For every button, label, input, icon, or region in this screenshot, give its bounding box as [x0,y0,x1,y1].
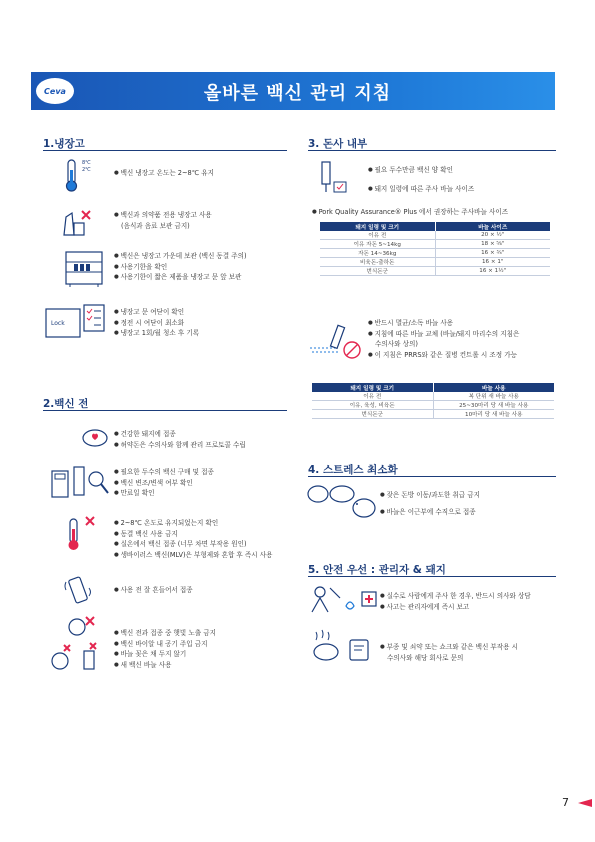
fridge-bullets-1 [114,168,214,179]
table-header: 돼지 일령 및 크기 [320,222,435,231]
list-item: ● 냉장고 문 여닫이 확인 [114,307,199,318]
checklist-icon [82,303,108,333]
pqa-plus-note: ● Pork Quality Assurance® Plus 에서 권장하는 주사바늘 사이즈 [312,207,508,218]
sterile-needle-icon [308,322,368,362]
before-bullets-2 [114,467,214,499]
fridge-bullets-4 [114,307,199,339]
before-bullets-5 [114,628,216,670]
table-row [320,249,550,258]
list-item: ● 백신 냉장고 온도는 2~8℃ 유지 [114,168,214,179]
pig-phone-icon [308,628,376,664]
table-cell: 번식돈군 [320,267,435,276]
table-row [312,410,554,419]
table-row [320,240,550,249]
no-food-fridge-icon [60,207,96,239]
lock-label: Lock [51,320,65,327]
section-title-safety: 5. 안전 우선 : 관리자 & 돼지 [308,564,446,576]
list-item: ● 바늘은 이근부에 수직으로 접종 [380,507,480,518]
thermometer-icon [60,158,98,194]
table-row [320,231,550,240]
list-item: ● 생바이러스 백신(MLV)은 부형제와 혼합 후 즉시 사용 [114,550,272,561]
section-title-fridge: 1.냉장고 [43,138,85,150]
list-item: ● 돼지 일령에 따른 주사 바늘 사이즈 [368,184,474,195]
table-row [312,401,554,410]
section-divider [308,576,556,577]
table-cell: 복 단위 새 바늘 사용 [433,392,554,401]
table-cell: 번식돈군 [312,410,433,419]
healthy-pig-icon [78,425,112,449]
section-title-before-vaccination: 2.백신 전 [43,398,89,410]
fridge-bullets-3 [114,251,247,283]
table-cell: 이유 전 [312,392,433,401]
table-cell: 10마리 당 새 바늘 사용 [433,410,554,419]
list-item: ● 새 백신 바늘 사용 [114,660,216,671]
list-item: ● 반드시 멸균/소독 바늘 사용 [368,318,519,329]
list-item: ● 실수로 사람에게 주사 한 경우, 반드시 의사와 상담 [380,591,531,602]
table-cell: 25~30마리 당 새 바늘 사용 [433,401,554,410]
table-cell: 비육돈-출하돈 [320,258,435,267]
pqa-note [312,207,508,218]
section-title-stress: 4. 스트레스 최소화 [308,464,398,476]
shake-bottle-icon [62,572,94,606]
fridge-bullets-2 [114,210,212,231]
table-row [320,258,550,267]
safety-bullets-1 [380,591,531,612]
table-header: 돼지 일령 및 크기 [312,383,433,392]
page-title: 올바른 백신 관리 지침 [203,83,392,104]
list-item: ● 건강한 돼지에 접종 [114,429,246,440]
list-item: ● 필요 두수만큼 백신 양 확인 [368,165,474,176]
list-item: 수의사와 해당 회사로 문의 [387,653,464,662]
thermometer-max-label: 8℃ [82,160,91,166]
before-bullets-3 [114,518,272,560]
table-cell: 이유 전 [320,231,435,240]
list-item: ● 실온에서 백신 접종 (너무 차면 부작용 원인) [114,539,272,550]
needle-use-table [312,383,554,419]
list-item: ● 만료일 확인 [114,488,214,499]
list-item: ● 바늘 꽂은 채 두지 않기 [114,649,216,660]
thermometer-no-freeze-icon [62,515,102,553]
table-cell: 이유, 육성, 비육돈 [312,401,433,410]
table-cell: 16 × 1½" [435,267,550,276]
list-item: ● 사용 전 잘 흔들어서 접종 [114,585,193,596]
list-item: ● 백신 변조/변색 여부 확인 [114,478,214,489]
list-item: ● 정전 시 여닫이 최소화 [114,318,199,329]
list-item: ● 동결 백신 사용 금지 [114,529,272,540]
list-item: ● 부종 및 쇠약 또는 쇼크와 같은 백신 부작용 시 [380,642,518,653]
list-item: ● 백신과 의약품 전용 냉장고 사용 [114,210,212,221]
section-divider [308,150,556,151]
before-bullets-1 [114,429,246,450]
table-cell: 20 × ½" [435,231,550,240]
thermometer-min-label: 2℃ [82,167,91,173]
no-sunlight-icon [50,615,104,677]
table-row [320,267,550,276]
stress-bullets [380,490,480,517]
list-item: ● 지침에 따른 바늘 교체 (바늘/돼지 마리수의 지침은 [368,329,519,340]
table-cell: 18 × ⅝" [435,240,550,249]
table-header: 바늘 사이즈 [435,222,550,231]
section-title-pen: 3. 돈사 내부 [308,138,368,150]
syringe-icon [316,160,350,196]
table-cell: 이유 자돈 5~14kg [320,240,435,249]
list-item: ● 2~8℃ 온도로 유지되었는지 확인 [114,518,272,529]
list-item: ● 백신 전과 접종 중 햇빛 노출 금지 [114,628,216,639]
list-item: 수의사와 상의) [375,340,418,349]
calculator-magnifier-icon [50,465,112,501]
pigs-icon [304,482,380,522]
list-item: ● 냉장고 1회/월 청소 후 기록 [114,328,199,339]
pen-bullets-2 [368,318,519,360]
before-bullets-4 [114,585,193,596]
medical-safety-icon [306,582,380,616]
needle-size-table [320,222,550,276]
table-row [312,392,554,401]
list-item: ● 허약돈은 수의사와 함께 관리 프로토콜 수립 [114,440,246,451]
ceva-logo: Ceva [36,78,74,104]
list-item: (음식과 음료 보관 금지) [121,221,190,230]
list-item: ● 사용기한을 확인 [114,262,247,273]
fridge-shelves-icon [64,250,104,288]
table-cell: 16 × 1" [435,258,550,267]
list-item: ● 사고는 관리자에게 즉시 보고 [380,602,531,613]
list-item: ● 잦은 돈방 이동/과도한 취급 금지 [380,490,480,501]
pen-bullets-1 [368,165,474,194]
list-item: ● 사용기한이 짧은 제품을 냉장고 문 앞 보관 [114,272,247,283]
list-item: ● 필요한 두수의 백신 구매 및 접종 [114,467,214,478]
table-cell: 자돈 14~36kg [320,249,435,258]
list-item: ● 이 지침은 PRRS와 같은 질병 컨트롤 시 조정 가능 [368,350,519,361]
table-header: 바늘 사용 [433,383,554,392]
list-item: ● 백신은 냉장고 가운데 보관 (백신 동결 주의) [114,251,247,262]
section-divider [43,150,287,151]
table-cell: 16 × ¾" [435,249,550,258]
section-divider [43,410,287,411]
page-number: 7 [562,796,569,809]
list-item: ● 백신 바이알 내 공기 주입 금지 [114,639,216,650]
page-marker-arrow [578,799,592,807]
safety-bullets-2 [380,642,518,663]
section-divider [308,476,556,477]
